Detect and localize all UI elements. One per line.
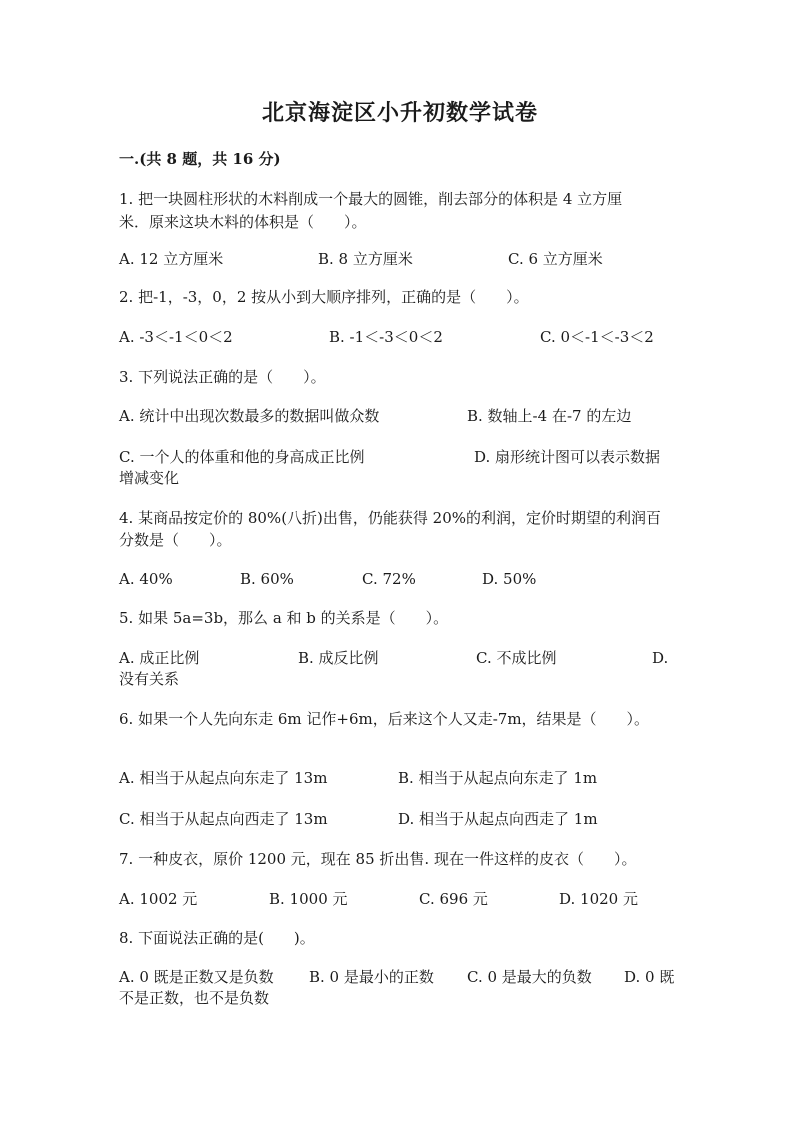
question-5-line-1: 5. 如果 5a=3b，那么 a 和 b 的关系是（ ）。 [119, 609, 449, 627]
q7-option-c: C. 696 元 [419, 890, 488, 908]
q3-option-a: A. 统计中出现次数最多的数据叫做众数 [119, 407, 380, 425]
q5-option-a: A. 成正比例 [119, 649, 200, 667]
q4-option-b: B. 60% [240, 570, 294, 588]
q6-option-c: C. 相当于从起点向西走了 13m [119, 810, 328, 828]
q5-option-d: D. [652, 649, 669, 667]
q1-option-a: A. 12 立方厘米 [119, 250, 224, 268]
q8-option-d-continued: 不是正数，也不是负数 [119, 989, 270, 1007]
q3-option-d: D. 扇形统计图可以表示数据 [474, 448, 661, 466]
q3-option-c: C. 一个人的体重和他的身高成正比例 [119, 448, 365, 466]
q8-option-a: A. 0 既是正数又是负数 [119, 968, 274, 986]
q1-option-c: C. 6 立方厘米 [508, 250, 603, 268]
q2-option-a: A. -3＜-1＜0＜2 [119, 328, 233, 346]
question-7-line-1: 7. 一种皮衣，原价 1200 元，现在 85 折出售. 现在一件这样的皮衣（ ）。 [119, 850, 637, 868]
q6-option-b: B. 相当于从起点向东走了 1m [398, 769, 598, 787]
q2-option-b: B. -1＜-3＜0＜2 [329, 328, 443, 346]
question-1-line-1: 1. 把一块圆柱形状的木料削成一个最大的圆锥，削去部分的体积是 4 立方厘 [119, 190, 623, 208]
q6-option-d: D. 相当于从起点向西走了 1m [398, 810, 598, 828]
question-3-line-1: 3. 下列说法正确的是（ ）。 [119, 368, 326, 386]
q7-option-a: A. 1002 元 [119, 890, 198, 908]
q4-option-a: A. 40% [119, 570, 173, 588]
q8-option-c: C. 0 是最大的负数 [467, 968, 592, 986]
q8-option-b: B. 0 是最小的正数 [309, 968, 434, 986]
q5-option-d-continued: 没有关系 [119, 670, 180, 688]
question-1-line-2: 米．原来这块木料的体积是（ ）。 [119, 213, 367, 231]
q7-option-b: B. 1000 元 [269, 890, 348, 908]
q5-option-c: C. 不成比例 [476, 649, 557, 667]
q7-option-d: D. 1020 元 [559, 890, 638, 908]
q4-option-c: C. 72% [362, 570, 416, 588]
q2-option-c: C. 0＜-1＜-3＜2 [540, 328, 654, 346]
question-6-line-1: 6. 如果一个人先向东走 6m 记作+6m，后来这个人又走-7m，结果是（ ）。 [119, 710, 650, 728]
question-4-line-2: 分数是（ ）。 [119, 531, 232, 549]
q3-option-b: B. 数轴上-4 在-7 的左边 [467, 407, 632, 425]
question-8-line-1: 8. 下面说法正确的是( )。 [119, 929, 315, 947]
question-2-line-1: 2. 把-1，-3，0，2 按从小到大顺序排列，正确的是（ ）。 [119, 288, 529, 306]
question-4-line-1: 4. 某商品按定价的 80%(八折)出售，仍能获得 20%的利润，定价时期望的利润百 [119, 509, 662, 527]
q1-option-b: B. 8 立方厘米 [318, 250, 413, 268]
q3-option-d-continued: 增减变化 [119, 469, 180, 487]
section-heading: 一.(共 8 题，共 16 分) [119, 150, 281, 168]
q4-option-d: D. 50% [482, 570, 537, 588]
page-title: 北京海淀区小升初数学试卷 [261, 100, 538, 126]
q5-option-b: B. 成反比例 [298, 649, 379, 667]
q8-option-d: D. 0 既 [624, 968, 675, 986]
q6-option-a: A. 相当于从起点向东走了 13m [119, 769, 328, 787]
